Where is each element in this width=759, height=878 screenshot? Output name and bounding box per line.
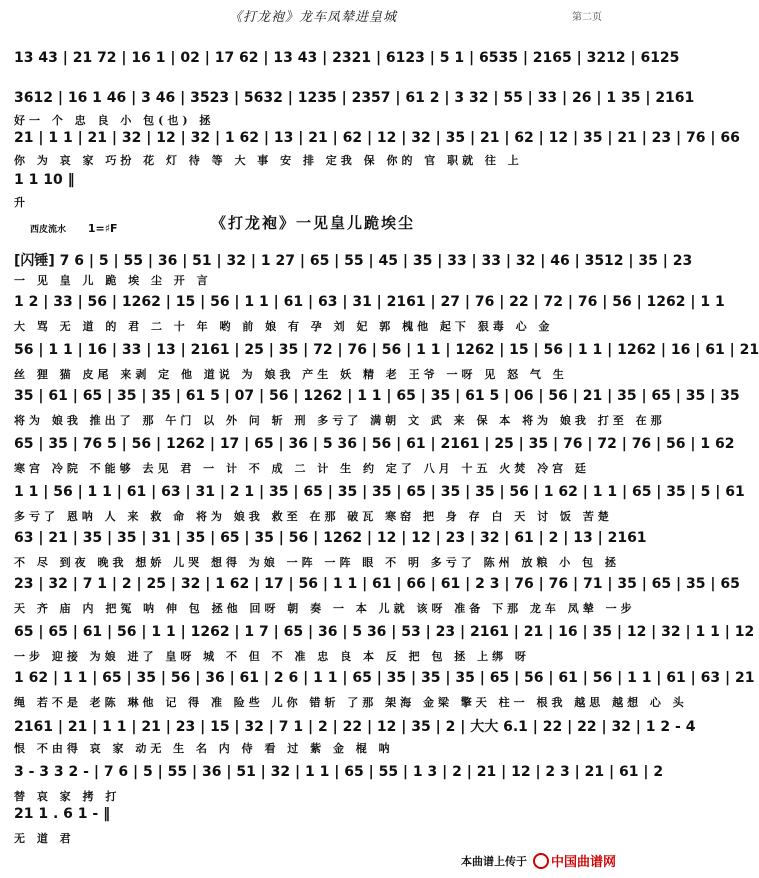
lyric-line: 不 尽 到夜 晚我 想娇 儿哭 想得 为娘 一阵 一阵 眼 不 明 多亏了 陈州 放粮 小 包 拯 <box>14 556 620 569</box>
lyric-line: 一 见 皇 儿 跪 埃 尘 开 言 <box>14 274 212 287</box>
page-header <box>0 4 626 26</box>
mode-label: 西皮流水 <box>30 225 67 235</box>
lyric-line: 绳 若不是 老陈 琳他 记 得 准 险些 儿你 错斩 了那 架海 金梁 擎天 柱一 根我 越思 越想 心 头 <box>14 696 688 709</box>
notation-line: 23 | 32 | 7 1 | 2 | 25 | 32 | 1 62 | 17 | 56 | 1 1 | 61 | 66 | 61 | 2 3 | 76 | 76 | 71 | 35 | 65 | 35 | 65 <box>14 576 740 592</box>
notation-line: 21 | 1 1 | 21 | 32 | 12 | 32 | 1 62 | 13 | 21 | 62 | 12 | 32 | 35 | 21 | 62 | 12 | 35 | 21 | 23 | 76 | 66 <box>14 130 740 146</box>
notation-line: 13 43 | 21 72 | 16 1 | 02 | 17 62 | 13 43 | 2321 | 6123 | 5 1 | 6535 | 2165 | 3212 | 6125 <box>14 50 680 66</box>
key-signature <box>30 222 118 235</box>
lyric-line: 一步 迎接 为娘 进了 皇呀 城 不 但 不 准 忠 良 本 反 把 包 拯 上绑 呀 <box>14 650 530 663</box>
lyric-line: 将为 娘我 推出了 那 午门 以 外 问 斩 刑 多亏了 满朝 文 武 来 保 本 将为 娘我 打至 在那 <box>14 414 666 427</box>
notation-line: 2161 | 21 | 1 1 | 21 | 23 | 15 | 32 | 7 1 | 2 | 22 | 12 | 35 | 2 | 大大 6.1 | 22 | 22 | 32 | 1 2 - 4 <box>14 719 696 735</box>
notation-line: 21 1 . 6 1 - ‖ <box>14 806 111 822</box>
notation-line: 56 | 1 1 | 16 | 33 | 13 | 2161 | 25 | 35 | 72 | 76 | 56 | 1 1 | 1262 | 15 | 56 | 1 1 | 1262 | 16 | 61 | 21 <box>14 342 759 358</box>
lyric-line: 升 <box>14 196 29 209</box>
lyric-line: 你 为 哀 家 巧扮 花 灯 待 等 大 事 安 排 定我 保 你的 官 职就 往 上 <box>14 154 523 167</box>
notation-line: 35 | 61 | 65 | 35 | 35 | 61 5 | 07 | 56 | 1262 | 1 1 | 65 | 35 | 61 5 | 06 | 56 | 21 | 35 | 65 | 35 | 35 <box>14 388 740 404</box>
lyric-line: 寒宫 冷院 不能够 去见 君 一 计 不 成 二 计 生 约 定了 八月 十五 火焚 冷宫 廷 <box>14 462 590 475</box>
logo-icon <box>533 853 549 869</box>
notation-line: 1 2 | 33 | 56 | 1262 | 15 | 56 | 1 1 | 61 | 63 | 31 | 2161 | 27 | 76 | 22 | 72 | 76 | 56 | 1262 | 1 1 <box>14 294 725 310</box>
lyric-line: 无 道 君 <box>14 832 75 845</box>
notation-line: [闪锤] 7 6 | 5 | 55 | 36 | 51 | 32 | 1 27 | 65 | 55 | 45 | 35 | 33 | 33 | 32 | 46 | 3512 | 35 | 23 <box>14 253 693 269</box>
notation-line: 65 | 35 | 76 5 | 56 | 1262 | 17 | 65 | 36 | 5 36 | 56 | 61 | 2161 | 25 | 35 | 76 | 72 | 76 | 56 | 1 62 <box>14 436 735 452</box>
lyric-line: 替 哀 家 拷 打 <box>14 790 121 803</box>
notation-line: 1 62 | 1 1 | 65 | 35 | 56 | 36 | 61 | 2 6 | 1 1 | 65 | 35 | 35 | 35 | 65 | 56 | 61 | 56 | 1 1 | 61 | 63 | 21 <box>14 670 755 686</box>
upload-text: 本曲谱上传于 <box>460 854 527 868</box>
lyric-line: 丝 狸 猫 皮尾 来剥 定 他 道说 为 娘我 产生 妖 精 老 王爷 一呀 见 怒 气 生 <box>14 368 568 381</box>
notation-line: 1 1 | 56 | 1 1 | 61 | 63 | 31 | 2 1 | 35 | 65 | 35 | 35 | 65 | 35 | 35 | 56 | 1 62 | 1 1 | 65 | 35 | 5 | 61 <box>14 484 745 500</box>
section-title: 《打龙袍》一见皇儿跪埃尘 <box>210 214 415 232</box>
notation-line: 63 | 21 | 35 | 35 | 31 | 35 | 65 | 35 | 56 | 1262 | 12 | 12 | 23 | 32 | 61 | 2 | 13 | 2161 <box>14 530 647 546</box>
lyric-line: 恨 不由得 哀 家 动无 生 名 内 侍 看 过 紫 金 棍 呐 <box>14 742 394 755</box>
page-number-label: 第二页 <box>572 12 602 23</box>
notation-line: 3 - 3 3 2 - | 7 6 | 5 | 55 | 36 | 51 | 32 | 1 1 | 65 | 55 | 1 3 | 2 | 21 | 12 | 2 3 | 21 | 61 | 2 <box>14 764 664 780</box>
notation-line: 65 | 65 | 61 | 56 | 1 1 | 1262 | 1 7 | 65 | 36 | 5 36 | 53 | 23 | 2161 | 21 | 16 | 35 | 12 | 32 | 1 1 | 12 <box>14 624 755 640</box>
lyric-line: 多亏了 恩呐 人 来 救 命 将为 娘我 救至 在那 破瓦 寒窑 把 身 存 白 天 讨 饭 苦楚 <box>14 510 613 523</box>
lyric-line: 大 骂 无 道 的 君 二 十 年 哟 前 娘 有 孕 刘 妃 郭 槐他 起下 狠毒 心 金 <box>14 320 554 333</box>
key-label: 1=♯F <box>87 222 118 235</box>
lyric-line: 好一 个 忠 良 小 包(也) 拯 <box>14 114 215 127</box>
footer <box>461 851 616 870</box>
notation-line: 3612 | 16 1 46 | 3 46 | 3523 | 5632 | 1235 | 2357 | 61 2 | 3 32 | 55 | 33 | 26 | 1 35 | 2161 <box>14 90 695 106</box>
notation-line: 1 1 10 ‖ <box>14 172 75 188</box>
lyric-line: 天 齐 庙 内 把冤 呐 伸 包 拯他 回呀 朝 奏 一 本 儿就 该呀 准备 下那 龙车 凤辇 一步 <box>14 602 636 615</box>
score-title: 《打龙袍》龙车凤辇进皇城 <box>228 10 397 25</box>
site-name: 中国曲谱网 <box>550 855 616 870</box>
site-logo <box>533 851 616 870</box>
